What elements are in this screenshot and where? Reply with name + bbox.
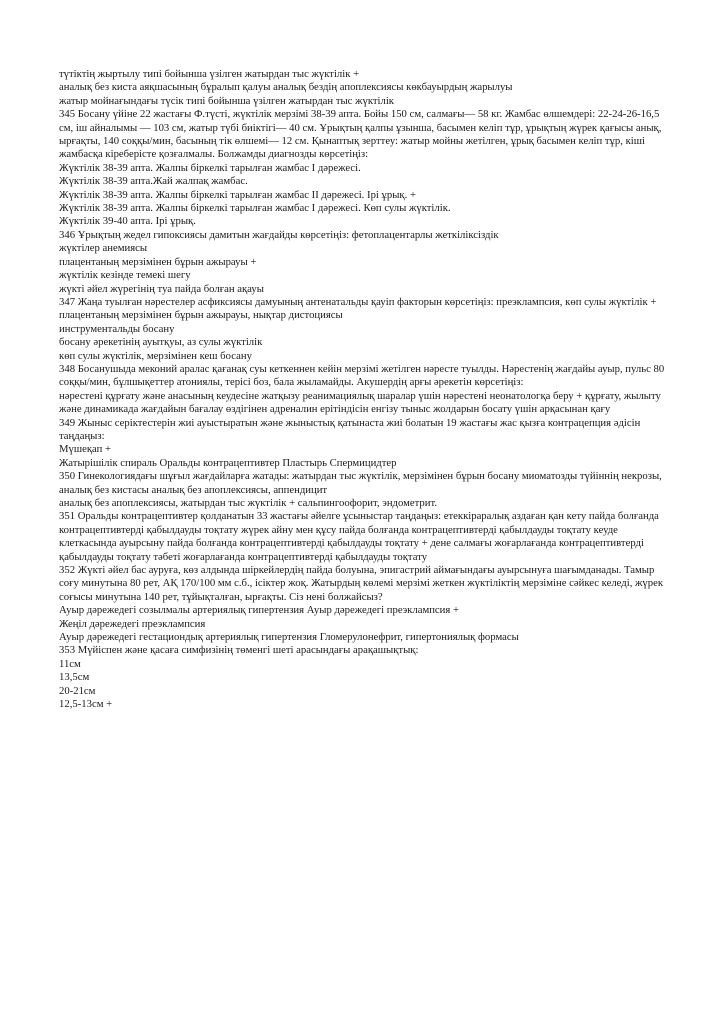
answer-option: 13,5см: [59, 671, 90, 684]
answer-option: Жүктілік 38-39 апта. Жалпы біркелкі тарылған жамбас I дәрежесі. Көп сулы жүктілік.: [59, 202, 451, 215]
answer-option: босану әрекетінің ауытқуы, аз сулы жүктілік: [59, 336, 263, 349]
text-line: түтіктің жыртылу типі бойынша үзілген жатырдан тыс жүктілік +: [59, 68, 360, 80]
question-347: 347 Жаңа туылған нәрестелер асфиксиясы дамуының антенатальды қауіп факторын көрсетіңіз: преэклампсия, көп сулы жүктілік +: [59, 295, 657, 308]
answer-option: плацентаның мерзімінен бұрын ажырауы, нықтар дистоциясы: [59, 309, 343, 322]
text-line: аналық без киста аяқшасының бұралып қалуы аналық бездің апоплексиясы көкбауырдың жарылуы: [59, 81, 513, 94]
answer-options: нәрестені құрғату және анасының кеудесіне жатқызу реанимациялық шаралар үшін нәрестені неонатологқа беру + құрғату, жылыту және динамикада жағдайын бағалау өздігінен адреналин ерітіндісін енгізу тыныс жолдарын босату үшін арқасынан қағу: [59, 389, 661, 416]
answer-option: көп сулы жүктілік, мерзімінен кеш босану: [59, 349, 252, 362]
answer-option: жүктілік кезінде темекі шегу: [59, 269, 191, 282]
answer-options: Ауыр дәрежедегі гестациондық артериялық гипертензия Гломерулонефрит, гипертониялық формасы: [59, 631, 519, 644]
answer-option: жүктілер анемиясы: [59, 242, 148, 255]
question-352: 352 Жүкті әйел бас ауруға, көз алдында шіркейлердің пайда болуына, эпигастрий аймағындағы ауырсынуға шағымданады. Тамыр соғу минутына 80 рет, АҚ 170/100 мм с.б., ісіктер жоқ. Жатырдың көлемі мерзімі жеткен жүктіліктің мерзіміне сәйкес келеді, жүрек соғысы минутына 140 рет, тұйықталған, ырғақты. Сіз нені болжайсыз?: [59, 564, 664, 603]
question-349: 349 Жыныс серіктестерін жиі ауыстыратын және жыныстық қатынаста жиі болатын 19 жастағы жас қызға контрацепция әдісін таңдаңыз:: [59, 416, 641, 442]
answer-option: 12,5-13см +: [59, 698, 113, 711]
answer-option: Жеңіл дәрежедегі преэклампсия: [59, 617, 206, 630]
answer-option: Жүктілік 39-40 апта. Ірі ұрық.: [59, 215, 196, 228]
answer-options: Ауыр дәрежедегі созылмалы артериялық гипертензия Ауыр дәрежедегі преэклампсия +: [59, 604, 460, 617]
answer-option: плацентаның мерзімінен бұрын ажырауы +: [59, 255, 257, 268]
answer-option: Жүктілік 38-39 апта.Жай жалпақ жамбас.: [59, 175, 248, 188]
answer-option: 20-21см: [59, 684, 96, 697]
answer-option: Жүктілік 38-39 апта. Жалпы біркелкі тарылған жамбас I дәрежесі.: [59, 161, 361, 174]
question-351: 351 Оральды контрацептивтер қолданатын 33 жастағы әйелге ұсыныстар таңдаңыз: етеккіраралық аздаған қан кету пайда болғанда контрацептивтерді қабылдауды тоқтату жүрек айну мен құсу пайда болғанда контрацептивтерді қабылдауды тоқтату кеуде клеткасында ауырсыну пайда болғанда контрацептивтерді қабылдауды тоқтату + дене салмағы жоғарлағанда контрацептивтерді қабылдауды тоқтату тәбеті жоғарлағанда контрацептивтерді қабылдауды тоқтату: [59, 510, 659, 563]
answer-option: Жүктілік 38-39 апта. Жалпы біркелкі тарылған жамбас II дәрежесі. Ірі ұрық. +: [59, 188, 416, 201]
answer-option: жүкті әйел жүрегінің туа пайда болған ақауы: [59, 282, 264, 295]
answer-option: Мүшеқап +: [59, 443, 112, 456]
text-line: жатыр мойнағындағы түсік типі бойынша үзілген жатырдан тыс жүктілік: [59, 94, 395, 107]
question-348: 348 Босанушыда меконий аралас қағанақ суы кеткеннен кейін мерзімі жетілген нәресте туылды. Нәрестенің жағдайы ауыр, пульс 80 соққы/мин, бұлшықеттер атониялы, терісі боз, бала жыламайды. Акушердің арғы әрекетін көрсетіңіз:: [59, 362, 665, 389]
document-page: [59, 68, 665, 712]
question-350: 350 Гинекологиядағы шұғыл жағдайларға жатады: жатырдан тыс жүктілік, мерзімінен бұрын босану миоматозды түйіннің некрозы, аналық без кистасы аналық без апоплексиясы, аппендицит: [59, 470, 662, 496]
answer-option: инструментальды босану: [59, 322, 175, 335]
question-346: 346 Ұрықтың жедел гипоксиясы дамитын жағдайды көрсетіңіз: фетоплацентарлы жеткіліксіздік: [59, 228, 499, 241]
question-345: 345 Босану үйіне 22 жастағы Ф.түсті, жүктілік мерзімі 38-39 апта. Бойы 150 см, салмағы— 58 кг. Жамбас өлшемдері: 22-24-26-16,5 см, іш айналымы — 103 см, жатыр түбі биіктігі— 40 см. Ұрықтың қалпы ұзынша, басымен келіп тұр, ұрықтың жүрек қағысы анық, ырғақты, 140 соққы/мин, басының тік өлшемі— 12 см. Қынаптық зерттеу: жатыр мойны жетілген, ұрық басымен келіп тұр, кіші жамбасқа кіреберісте қозғалмалы. Болжамды диагнозды көрсетіңіз:: [59, 108, 662, 161]
answer-option: 11см: [59, 657, 81, 670]
question-353: 353 Мүйіспен және қасаға симфизінің төменгі шеті арасындағы арақашықтық:: [59, 644, 419, 657]
answer-options: Жатырішілік спираль Оральды контрацептивтер Пластырь Спермицидтер: [59, 456, 397, 469]
answer-options: аналық без апоплексиясы, жатырдан тыс жүктілік + сальпингоофорит, эндометрит.: [59, 497, 438, 509]
